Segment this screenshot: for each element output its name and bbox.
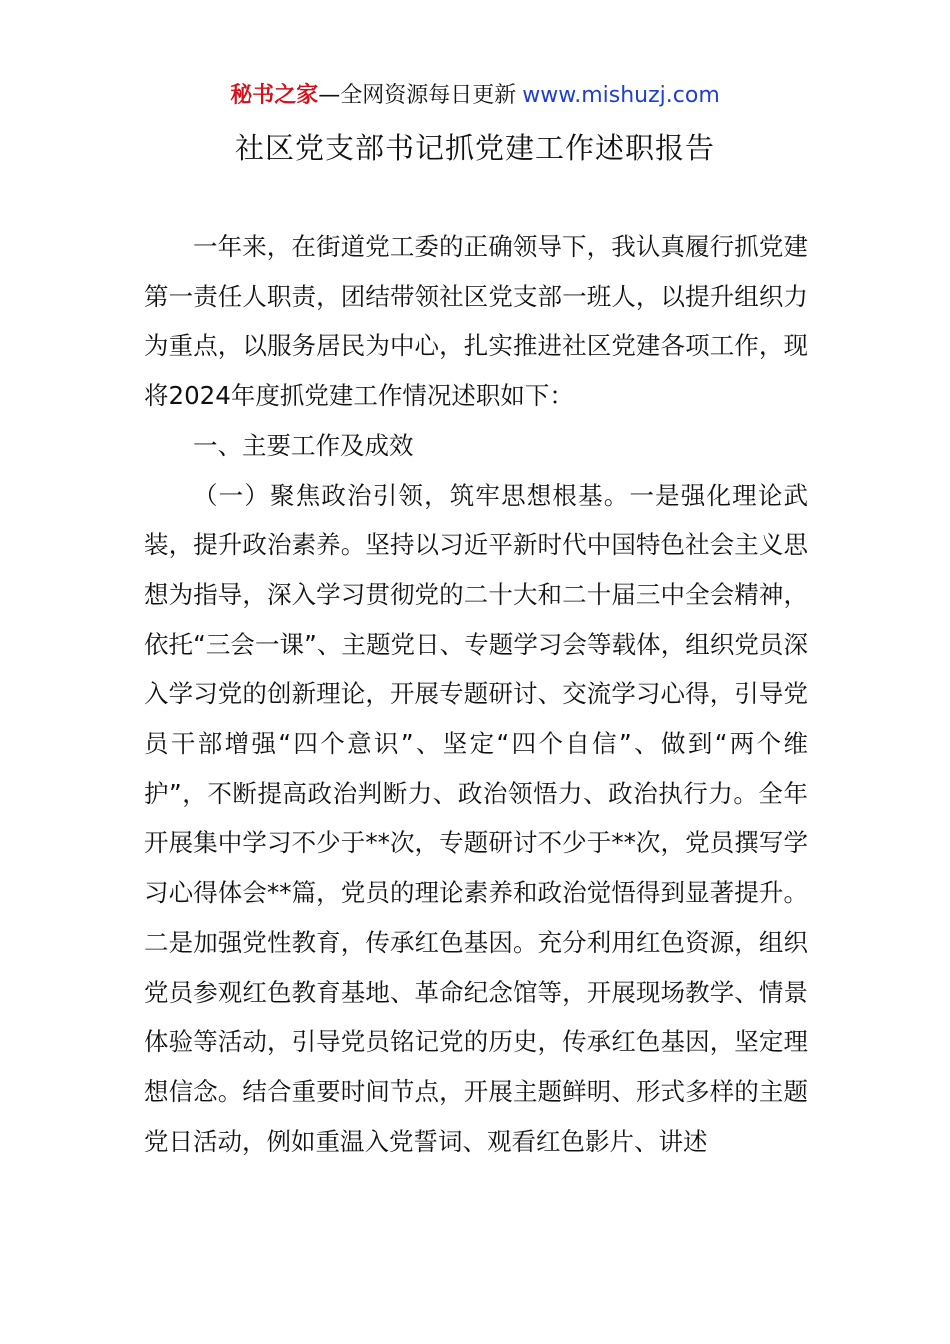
- document-title: 社区党支部书记抓党建工作述职报告: [234, 131, 715, 165]
- brand-name: 秘书之家: [230, 83, 319, 108]
- site-url[interactable]: www.mishuzj.com: [522, 83, 720, 108]
- site-banner: [0, 80, 950, 112]
- intro-paragraph: 一年来，在街道党工委的正确领导下，我认真履行抓党建第一责任人职责，团结带领社区党支部一班人，以提升组织力为重点，以服务居民为中心，扎实推进社区党建各项工作，现将2024年度抓党建工作情况述职如下：: [144, 232, 808, 411]
- section-heading: 一、主要工作及成效: [193, 430, 414, 460]
- document-body: [144, 222, 808, 1166]
- banner-tagline: —全网资源每日更新: [318, 83, 517, 108]
- body-paragraph: （一）聚焦政治引领，筑牢思想根基。一是强化理论武装，提升政治素养。坚持以习近平新时代中国特色社会主义思想为指导，深入学习贯彻党的二十大和二十届三中全会精神，依托“三会一课”、主题党日、专题学习会等载体，组织党员深入学习党的创新理论，开展专题研讨、交流学习心得，引导党员干部增强“四个意识”、坚定“四个自信”、做到“两个维护”，不断提高政治判断力、政治领悟力、政治执行力。全年开展集中学习不少于**次，专题研讨不少于**次，党员撰写学习心得体会**篇，党员的理论素养和政治觉悟得到显著提升。二是加强党性教育，传承红色基因。充分利用红色资源，组织党员参观红色教育基地、革命纪念馆等，开展现场教学、情景体验等活动，引导党员铭记党的历史，传承红色基因，坚定理想信念。结合重要时间节点，开展主题鲜明、形式多样的主题党日活动，例如重温入党誓词、观看红色影片、讲述: [144, 480, 808, 1156]
